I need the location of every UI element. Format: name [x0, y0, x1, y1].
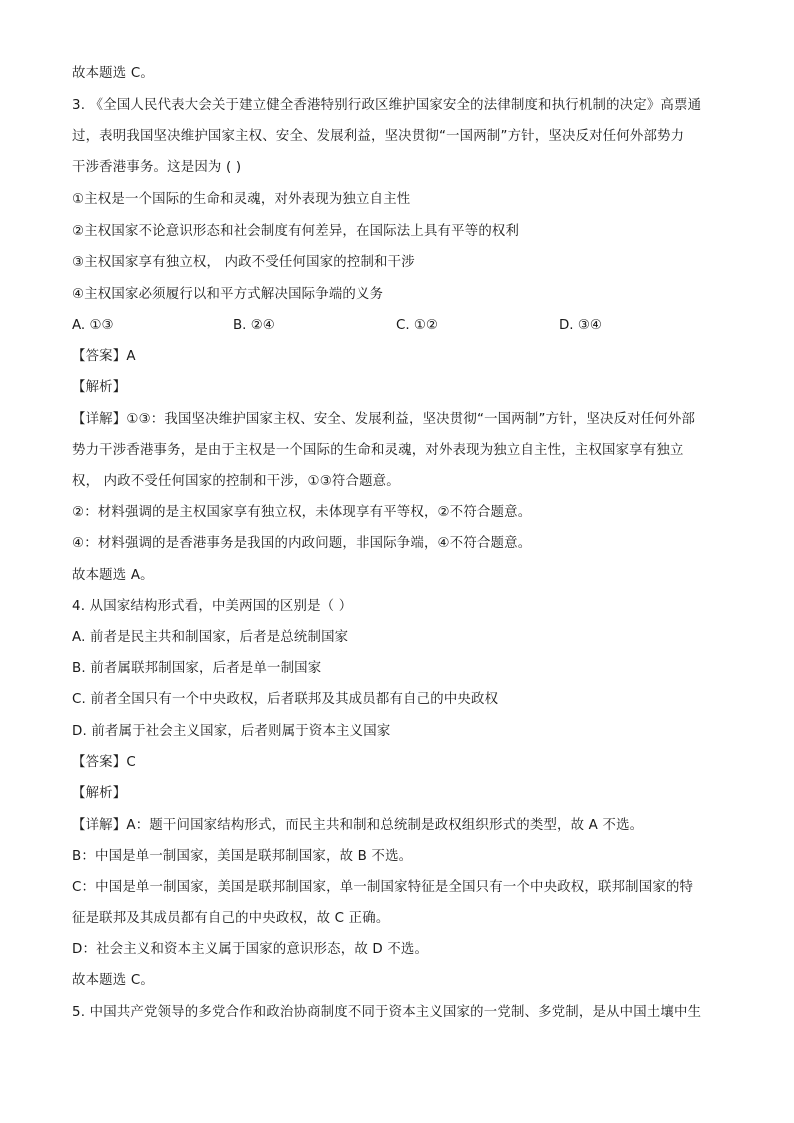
q3-option-b: B. ②④ — [233, 318, 275, 333]
q4-detail-line-4: 征是联邦及其成员都有自己的中央政权，故 C 正确。 — [72, 911, 390, 926]
q4-detail-line-3: C：中国是单一制国家，美国是联邦制国家，单一制国家特征是全国只有一个中央政权，联邦制国家的特 — [72, 880, 694, 895]
q3-item-3: ③主权国家享有独立权， 内政不受任何国家的控制和干涉 — [72, 255, 415, 270]
q3-stem-line-3: 干涉香港事务。这是因为 ( ) — [72, 160, 242, 175]
q3-option-d: D. ③④ — [559, 318, 602, 333]
q3-stem-line-2: 过，表明我国坚决维护国家主权、安全、发展利益，坚决贯彻“一国两制”方针，坚决反对任何外部势力 — [72, 129, 685, 144]
q3-detail-line-4: ②：材料强调的是主权国家享有独立权，未体现享有平等权，②不符合题意。 — [72, 505, 532, 520]
q3-item-2: ②主权国家不论意识形态和社会制度有何差异，在国际法上具有平等的权利 — [72, 224, 520, 239]
q4-option-a: A. 前者是民主共和制国家，后者是总统制国家 — [72, 630, 349, 645]
q3-detail-line-2: 势力干涉香港事务，是由于主权是一个国际的生命和灵魂，对外表现为独立自主性，主权国家享有独立 — [72, 443, 684, 458]
q4-analysis-label: 【解析】 — [72, 786, 127, 801]
q3-item-1: ①主权是一个国际的生命和灵魂，对外表现为独立自主性 — [72, 192, 411, 207]
q3-option-a: A. ①③ — [72, 318, 114, 333]
q3-answer: 【答案】A — [72, 349, 136, 364]
q4-option-b: B. 前者属联邦制国家，后者是单一制国家 — [72, 661, 322, 676]
q3-detail-line-3: 权， 内政不受任何国家的控制和干涉，①③符合题意。 — [72, 474, 400, 489]
q5-stem: 5. 中国共产党领导的多党合作和政治协商制度不同于资本主义国家的一党制、多党制，是从中国土壤中生 — [72, 1005, 702, 1020]
q3-option-c: C. ①② — [396, 318, 438, 333]
q3-conclusion: 故本题选 A。 — [72, 568, 154, 583]
q4-detail-line-1: 【详解】A：题干问国家结构形式，而民主共和制和总统制是政权组织形式的类型，故 A 不选。 — [72, 818, 644, 833]
q3-detail-line-1: 【详解】①③：我国坚决维护国家主权、安全、发展利益，坚决贯彻“一国两制”方针，坚决反对任何外部 — [72, 412, 696, 427]
q3-stem-line-1: 3. 《全国人民代表大会关于建立健全香港特别行政区维护国家安全的法律制度和执行机制的决定》高票通 — [72, 98, 702, 113]
q4-option-d: D. 前者属于社会主义国家，后者则属于资本主义国家 — [72, 724, 391, 739]
q4-conclusion: 故本题选 C。 — [72, 973, 154, 988]
q4-detail-line-5: D：社会主义和资本主义属于国家的意识形态，故 D 不选。 — [72, 942, 429, 957]
q3-item-4: ④主权国家必须履行以和平方式解决国际争端的义务 — [72, 287, 384, 302]
q3-analysis-label: 【解析】 — [72, 380, 127, 395]
q4-detail-line-2: B：中国是单一制国家，美国是联邦制国家，故 B 不选。 — [72, 849, 413, 864]
q4-answer: 【答案】C — [72, 755, 136, 770]
q2-conclusion: 故本题选 C。 — [72, 66, 154, 81]
q4-option-c: C. 前者全国只有一个中央政权，后者联邦及其成员都有自己的中央政权 — [72, 692, 499, 707]
q4-stem: 4. 从国家结构形式看，中美两国的区别是（ ） — [72, 599, 353, 614]
q3-detail-line-5: ④：材料强调的是香港事务是我国的内政问题，非国际争端，④不符合题意。 — [72, 536, 532, 551]
